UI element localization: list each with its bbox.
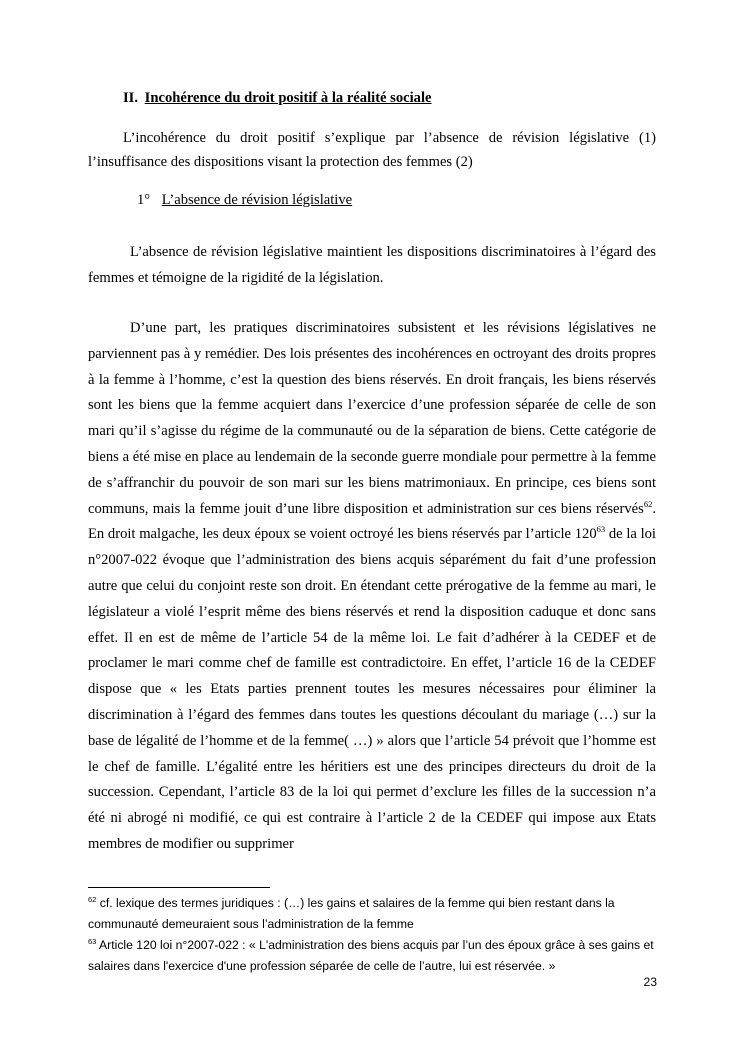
- footnote-number: 63: [88, 937, 97, 946]
- intro-line-1: L’incohérence du droit positif s’explique par l’absence de révision législative (1): [123, 130, 656, 146]
- footnote-62: [88, 893, 658, 935]
- subsection-title: L’absence de révision législative: [161, 192, 353, 208]
- footnote-separator: [88, 887, 270, 888]
- footnote-number: 62: [88, 895, 97, 904]
- subsection-heading: [137, 190, 352, 210]
- footnote-63: [88, 935, 658, 977]
- paragraph-2-part-2: . En droit malgache, les deux époux se voient octroyé les biens réservés par l’article 120: [88, 500, 656, 543]
- paragraph-1: L’absence de révision législative maintient les dispositions discriminatoires à l’égard des femmes et témoigne de la rigidité de la législation.: [88, 244, 656, 286]
- section-heading: [123, 88, 432, 108]
- page-number: 23: [643, 975, 657, 989]
- section-number: II.: [123, 90, 139, 106]
- subsection-number: 1°: [137, 192, 151, 208]
- section-title: Incohérence du droit positif à la réalité sociale: [144, 90, 432, 106]
- paragraph-2-part-3: de la loi n°2007-022 évoque que l’administration des biens acquis séparément du fait d’une profession autre que celui du conjoint reste son droit. En étendant cette prérogative de la femme au mari, le législateur a violé l’esprit même des biens réservés et rend la disposition caduque et donc sans effet. Il en est de même de l’article 54 de la même loi. Le fait d’adhérer à la CEDEF et de proclamer le mari comme chef de famille est contradictoire. En effet, l’article 16 de la CEDEF dispose que « les Etats parties prennent toutes les mesures nécessaires pour éliminer la discrimination à l’égard des femmes dans toutes les questions découlant du mariage (…) sur la base de légalité de l’homme et de la femme( …) » alors que l’article 54 prévoit que l’homme est le chef de famille. L’égalité entre les héritiers est une des principes directeurs du droit de la succession. Cependant, l’article 83 de la loi qui permet d’exclure les filles de la succession n’a été ni abrogé ni modifié, ce qui est contraire à l’article 2 de la CEDEF qui impose aux Etats membres de modifier ou supprimer: [88, 526, 656, 852]
- footnote-ref-63[interactable]: 63: [596, 524, 606, 535]
- footnote-text: cf. lexique des termes juridiques : (…) les gains et salaires de la femme qui bien restant dans la communauté demeuraient sous l’administration de la femme: [88, 896, 615, 931]
- footnote-text: Article 120 loi n°2007-022 : « L'administration des biens acquis par l’un des époux grâce à ses gains et salaires dans l'exercice d'une profession séparée de celle de l’autre, lui est réservée. »: [88, 938, 654, 973]
- intro-line-2: l’insuffisance des dispositions visant la protection des femmes (2): [88, 154, 473, 170]
- paragraph-2: [88, 316, 656, 858]
- footnote-ref-62[interactable]: 62: [643, 498, 653, 509]
- paragraph-2-part-1: D’une part, les pratiques discriminatoires subsistent et les révisions législatives ne parviennent pas à y remédier. Des lois présentes des incohérences en octroyant des droits propres à la femme à l’homme, c’est la question des biens réservés. En droit français, les biens réservés sont les biens que la femme acquiert dans l’exercice d’une profession séparée de celle de son mari qu’il s’agisse du régime de la communauté ou de la séparation de biens. Cette catégorie de biens a été mise en place au lendemain de la seconde guerre mondiale pour permettre à la femme de s’affranchir du pouvoir de son mari sur les biens matrimoniaux. En principe, ces biens sont communs, mais la femme jouit d’une libre disposition et administration sur ces biens réservés: [88, 320, 656, 517]
